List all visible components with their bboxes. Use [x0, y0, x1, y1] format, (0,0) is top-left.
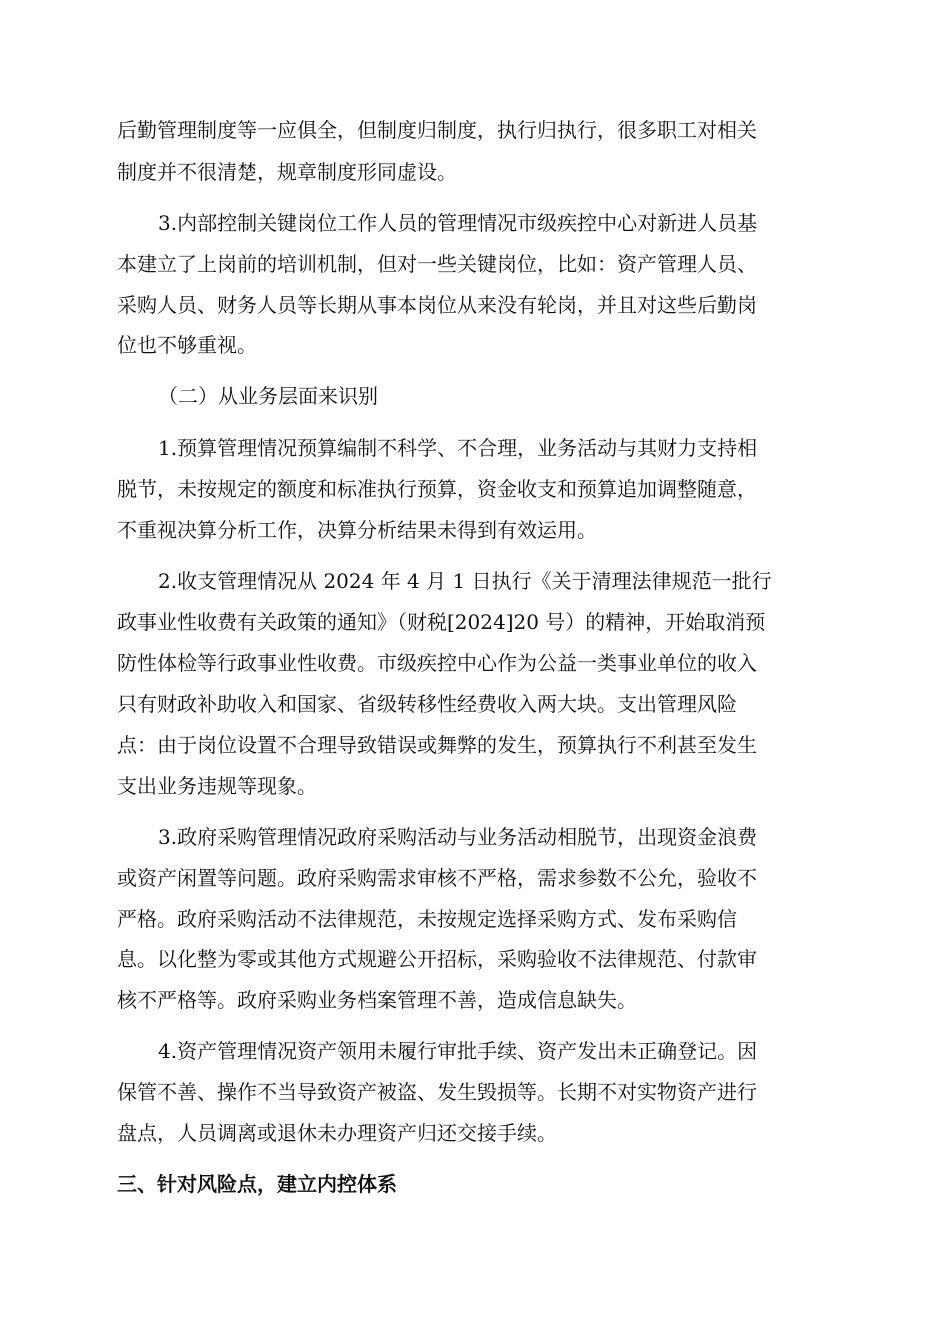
- paragraph-line: 不重视决算分析工作，决算分析结果未得到有效运用。: [117, 518, 597, 542]
- paragraph-line: 保管不善、操作不当导致资产被盗、发生毁损等。长期不对实物资产进行: [117, 1080, 757, 1104]
- paragraph-line: 或资产闲置等问题。政府采购需求审核不严格，需求参数不公允，验收不: [117, 866, 757, 890]
- paragraph-line: 采购人员、财务人员等长期从事本岗位从来没有轮岗，并且对这些后勤岗: [117, 293, 757, 317]
- paragraph-line: 1.预算管理情况预算编制不科学、不合理，业务活动与其财力支持相: [158, 436, 758, 460]
- paragraph-line: 3.内部控制关键岗位工作人员的管理情况市级疾控中心对新进人员基: [158, 211, 758, 235]
- paragraph-line: 脱节，未按规定的额度和标准执行预算，资金收支和预算追加调整随意，: [117, 477, 757, 501]
- paragraph-line: 本建立了上岗前的培训机制，但对一些关键岗位，比如：资产管理人员、: [117, 252, 757, 276]
- paragraph-line: 政事业性收费有关政策的通知》（财税[2024]20 号）的精神，开始取消预: [117, 610, 766, 634]
- paragraph-line: 盘点，人员调离或退休未办理资产归还交接手续。: [117, 1121, 557, 1145]
- paragraph-line: 后勤管理制度等一应俱全，但制度归制度，执行归执行，很多职工对相关: [117, 118, 757, 142]
- paragraph-line: 严格。政府采购活动不法律规范，未按规定选择采购方式、发布采购信: [117, 907, 737, 931]
- paragraph-line: 点：由于岗位设置不合理导致错误或舞弊的发生，预算执行不利甚至发生: [117, 733, 757, 757]
- paragraph-line: 只有财政补助收入和国家、省级转移性经费收入两大块。支出管理风险: [117, 692, 737, 716]
- paragraph-line: 息。以化整为零或其他方式规避公开招标，采购验收不法律规范、付款审: [117, 947, 757, 971]
- paragraph-line: 3.政府采购管理情况政府采购活动与业务活动相脱节，出现资金浪费: [158, 825, 758, 849]
- paragraph-line: 位也不够重视。: [117, 333, 257, 357]
- subsection-heading: （二）从业务层面来识别: [158, 384, 378, 408]
- paragraph-line: 2.收支管理情况从 2024 年 4 月 1 日执行《关于清理法律规范一批行: [158, 569, 772, 593]
- paragraph-line: 制度并不很清楚，规章制度形同虚设。: [117, 160, 457, 184]
- section-heading: 三、针对风险点，建立内控体系: [117, 1172, 397, 1196]
- paragraph-line: 4.资产管理情况资产领用未履行审批手续、资产发出未正确登记。因: [158, 1039, 758, 1063]
- paragraph-line: 核不严格等。政府采购业务档案管理不善，造成信息缺失。: [117, 988, 637, 1012]
- paragraph-line: 防性体检等行政事业性收费。市级疾控中心作为公益一类事业单位的收入: [117, 651, 757, 675]
- paragraph-line: 支出业务违规等现象。: [117, 774, 317, 798]
